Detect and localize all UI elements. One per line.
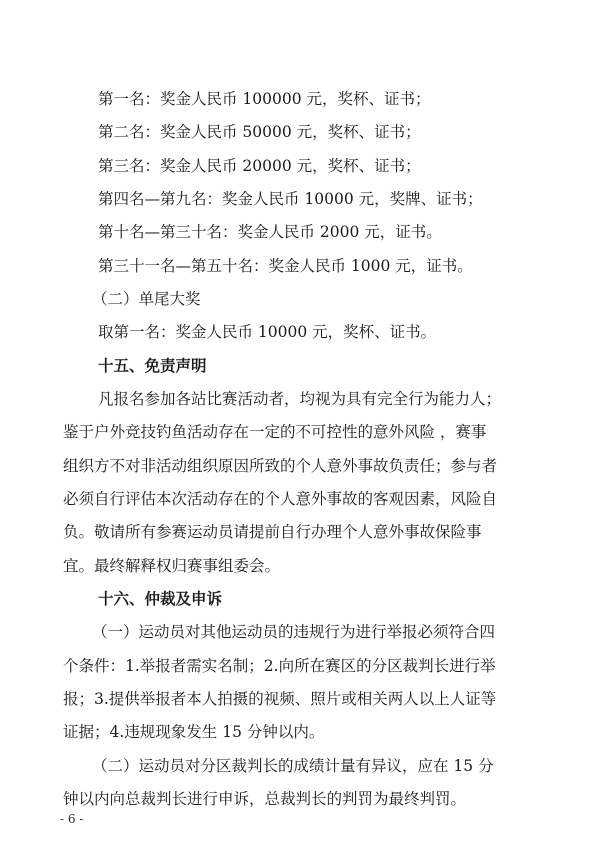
section-15-line: 鉴于户外竞技钓鱼活动存在一定的不可控性的意外风险 ，赛事 bbox=[63, 423, 487, 441]
single-tail-text: 取第一名：奖金人民币 10000 元，奖杯、证书。 bbox=[98, 323, 437, 341]
section-15-line: 宜。最终解释权归赛事组委会。 bbox=[63, 557, 281, 575]
prize-line-2: 第二名：奖金人民币 50000 元，奖杯、证书； bbox=[98, 123, 421, 141]
section-15-line: 组织方不对非活动组织原因所致的个人意外事故负责任；参与者 bbox=[63, 457, 498, 475]
section-16-para1-line: 个条件：1.举报者需实名制；2.向所在赛区的分区裁判长进行举 bbox=[63, 657, 496, 675]
section-16-para2-line: 钟以内向总裁判长进行申诉，总裁判长的判罚为最终判罚。 bbox=[63, 790, 467, 808]
prize-line-1: 第一名：奖金人民币 100000 元，奖杯、证书； bbox=[98, 90, 431, 108]
section-16-heading: 十六、仲裁及申诉 bbox=[98, 590, 223, 608]
section-16-para1-line: 证据；4.违规现象发生 15 分钟以内。 bbox=[63, 723, 325, 741]
single-tail-heading: （二）单尾大奖 bbox=[92, 290, 201, 308]
section-16-para1-line: （一）运动员对其他运动员的违规行为进行举报必须符合四 bbox=[92, 623, 496, 641]
section-15-line: 负。敬请所有参赛运动员请提前自行办理个人意外事故保险事 bbox=[63, 523, 482, 541]
section-15-line: 必须自行评估本次活动存在的个人意外事故的客观因素，风险自 bbox=[63, 490, 498, 508]
section-15-heading: 十五、免责声明 bbox=[98, 357, 207, 375]
section-16-para1-line: 报；3.提供举报者本人拍摄的视频、照片或相关两人以上人证等 bbox=[63, 690, 497, 708]
prize-line-4: 第四名—第九名：奖金人民币 10000 元，奖牌、证书； bbox=[98, 190, 483, 208]
prize-line-5: 第十名—第三十名：奖金人民币 2000 元，证书。 bbox=[98, 223, 442, 241]
page-number: - 6 - bbox=[60, 812, 84, 826]
section-15-line: 凡报名参加各站比赛活动者，均视为具有完全行为能力人； bbox=[98, 390, 502, 408]
section-16-para2-line: （二）运动员对分区裁判长的成绩计量有异议，应在 15 分 bbox=[92, 757, 494, 775]
prize-line-6: 第三十一名—第五十名：奖金人民币 1000 元，证书。 bbox=[98, 257, 473, 275]
prize-line-3: 第三名：奖金人民币 20000 元，奖杯、证书； bbox=[98, 157, 421, 175]
